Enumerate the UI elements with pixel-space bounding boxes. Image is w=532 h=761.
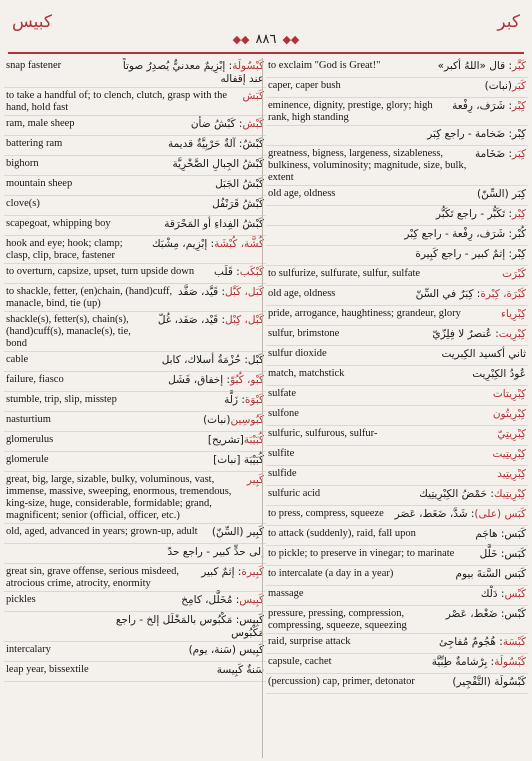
english-definition: (percussion) cap, primer, detonator [268,675,415,687]
dictionary-entry [4,88,266,116]
arabic-term [110,614,264,640]
english-definition: old age, oldness [268,187,336,199]
dictionary-entry [266,186,528,206]
arabic-gloss: : زَلَّة [224,393,245,406]
dictionary-entry [266,78,528,98]
arabic-gloss: سَنةٌ كَبِيسة [216,663,264,676]
dictionary-entry [4,264,266,284]
arabic-gloss: كَبِير (السِّنّ) [211,525,264,538]
dictionary-entry [266,674,528,694]
arabic-headword: كَبَس (على) [474,507,526,520]
dictionary-entry [266,206,528,226]
english-definition: to overturn, capsize, upset, turn upside down [6,265,195,277]
arabic-gloss: ثاني أكسيد الكِبريت [441,347,526,360]
arabic-term [400,228,526,241]
arabic-gloss: عُودُ الكِبْرِيت [472,367,526,380]
arabic-gloss: : إبْزِيم، مِشْبَك [151,237,215,250]
arabic-gloss: : كَبْشُ ضأن [190,117,243,130]
english-definition: sulfone [268,407,299,419]
arabic-gloss: (نبات) [203,413,231,426]
dictionary-entry [4,392,266,412]
english-definition: pride, arrogance, haughtiness; grandeur, glory [268,307,461,319]
arabic-term [169,158,264,171]
arabic-term [185,644,264,657]
english-definition: old, aged, advanced in years; grown-up, adult [6,525,198,537]
arabic-term [489,388,526,401]
english-definition: old age, oldness [268,287,336,299]
arabic-term [434,60,526,73]
english-definition: to take a handful of; to clench, clutch, grasp with the hand, hold fast [6,89,228,113]
dictionary-entry [266,346,528,366]
arabic-gloss: : إخفاق، فَشَل [168,373,231,386]
arabic-gloss: : بِرْشامةٌ طِبِّيَّة [431,655,495,668]
arabic-term [158,354,264,367]
left-running-headword: كبيس [12,12,53,32]
dictionary-entry [4,312,266,352]
arabic-term [493,468,526,481]
english-definition: great, big, large, sizable, bulky, voluminous, vast, immense, massive, sweeping, enormous, tremendous, king-size, huge, considerable, formidable; grand, magnificent; senior (official, officer, etc.) [6,473,232,521]
dictionary-entry [266,246,528,266]
dictionary-entry [266,634,528,654]
arabic-gloss: إلى حدٍّ كبير - راجع حدّ [167,545,264,558]
arabic-gloss: : هُجُومٌ مُفاجِئ [438,635,503,648]
dictionary-entry [266,98,528,126]
arabic-gloss: [تشريح] [207,433,244,446]
english-definition: sulfur dioxide [268,347,327,359]
arabic-headword: كَبِيرة [241,565,264,578]
dictionary-entry [266,386,528,406]
dictionary-entry [266,146,528,186]
ornament-diamond-icon: ◆◆ [232,33,250,46]
arabic-headword: كِبْرِيتِيك [493,487,526,500]
english-definition: eminence, dignity, prestige, glory; high rank, high standing [268,99,433,123]
arabic-term [210,266,264,279]
english-definition: glomerulus [6,433,54,445]
dictionary-entry [266,446,528,466]
arabic-term [481,80,526,93]
english-definition: bighorn [6,157,39,169]
english-definition: stumble, trip, slip, misstep [6,393,117,405]
arabic-term [415,488,526,501]
arabic-term [208,526,264,539]
arabic-headword: كَبَر [512,79,526,92]
dictionary-entry [4,412,266,432]
dictionary-entry [266,506,528,526]
arabic-headword: كِبْرِيتِيت [492,447,526,460]
arabic-gloss: : قَلَب [214,265,240,278]
arabic-term [471,148,526,161]
english-definition: match, matchstick [268,367,345,379]
arabic-term [476,548,526,561]
column-separator [262,58,263,758]
page-number-row [0,32,532,47]
arabic-term [442,608,526,621]
english-definition: pressure, pressing, compression, compressing, squeeze, squeezing [268,607,407,631]
dictionary-entry [266,266,528,286]
left-column [4,58,266,761]
english-definition: massage [268,587,304,599]
arabic-headword: كَبْس [504,587,526,600]
arabic-headword: كَبْكَب [239,265,264,278]
arabic-headword: كَبْسَة [502,635,526,648]
arabic-gloss: : قال «اللهُ أكبر» [437,59,513,72]
arabic-term [163,546,264,559]
arabic-term [411,248,526,261]
dictionary-entry [266,426,528,446]
english-definition: to shackle, fetter, (en)chain, (hand)cuff, manacle, bind, tie (up) [6,285,173,309]
arabic-gloss: : شَدَّ، ضَغَط، عَصَر [394,507,475,520]
arabic-headword: كِبْرِياء [500,307,526,320]
arabic-gloss: كِبْر: ضَخامة - راجع كِبَر [427,127,526,140]
arabic-headword: كَبْوَة [244,393,264,406]
english-definition: nasturtium [6,413,51,425]
english-definition: mountain sheep [6,177,73,189]
dictionary-entry [266,566,528,586]
english-definition: shackle(s), fetter(s), chain(s), (hand)cuff(s), manacle(s), tie, bond [6,313,131,349]
arabic-gloss: كَبْل: حُزْمَةُ أسلاك، كابل [161,353,264,366]
english-definition: sulfuric, sulfurous, sulfur- [268,427,378,439]
arabic-term [213,664,264,677]
arabic-gloss: : تَكَبُّر - راجع تَكَبُّر [435,207,513,220]
dictionary-entry [4,372,266,392]
english-definition: to intercalate (a day in a year) [268,567,394,579]
dictionary-entry [4,564,266,592]
arabic-term [423,128,526,141]
arabic-headword: كَبِيس [239,593,264,606]
english-definition: battering ram [6,137,63,149]
english-definition: leap year, bissextile [6,663,89,675]
arabic-term [489,408,526,421]
dictionary-entry [4,352,266,372]
dictionary-entry [4,432,266,452]
dictionary-entry [4,452,266,472]
arabic-headword: كَبْو، كُبُوّ [230,373,264,386]
arabic-term [488,448,526,461]
dictionary-entry [4,642,266,662]
arabic-headword: كَبَش [242,89,264,102]
arabic-headword: كَبْل، كِبْل [225,313,264,326]
dictionary-entry [4,176,266,196]
arabic-term [477,588,526,601]
dictionary-entry [4,524,266,544]
dictionary-entry [4,472,266,524]
dictionary-entry [4,544,266,564]
arabic-gloss: كَبْشُ الجِبالِ الصَّخْرِيَّة [172,157,264,170]
dictionary-entry [4,156,266,176]
arabic-gloss: كَبْشُ قَرَنْفُل [212,197,264,210]
dictionary-entry [266,526,528,546]
dictionary-entry [4,592,266,612]
dictionary-entry [4,236,266,264]
english-definition: to press, compress, squeeze [268,507,384,519]
arabic-gloss: كَبْسُولَة (التَّفْجِير) [452,675,526,688]
english-definition: sulfur, brimstone [268,327,340,339]
arabic-term [428,328,526,341]
arabic-headword: كَبْش [242,117,264,130]
arabic-gloss: كَبْشُ الجَبَل [215,177,264,190]
dictionary-entry [4,136,266,156]
arabic-term [412,288,526,301]
arabic-term [243,474,264,487]
arabic-term [451,568,526,581]
dictionary-entry [4,612,266,642]
arabic-gloss: : إبْزِيمٌ معدنيٌّ يُصدِرُ صوتاً عند إقفاله [122,59,264,85]
arabic-headword: كِبْرِيتات [492,387,526,400]
arabic-gloss: كُبَيْبَة [نبات] [213,453,264,466]
dictionary-entry [266,606,528,634]
english-definition: hook and eye; hook; clamp; clasp, clip, brace, fastener [6,237,123,261]
english-definition: sulfide [268,467,297,479]
arabic-gloss: : قَيَّد، صَفَّد [177,285,226,298]
arabic-term [208,198,264,211]
english-definition: sulfuric acid [268,487,321,499]
english-definition: raid, surprise attack [268,635,351,647]
arabic-headword: كِبْرِيتِيد [497,467,526,480]
dictionary-entry [266,286,528,306]
arabic-term [148,238,264,251]
arabic-headword: كَبْسُولَة [494,655,526,668]
arabic-headword: كَبُوسِين [230,413,264,426]
arabic-term [498,268,526,281]
english-definition: great sin, grave offense, serious misdeed, atrocious crime, atrocity, enormity [6,565,180,589]
arabic-term [177,594,264,607]
dictionary-entry [266,406,528,426]
arabic-term [164,374,264,387]
right-running-headword: كبر [497,12,520,32]
english-definition: pickles [6,593,36,605]
arabic-gloss: كَبَس: خَلَّل [479,547,526,560]
arabic-gloss: (نبات) [484,79,513,92]
arabic-gloss: كَبَس السَّنةَ بيوم [455,567,526,580]
arabic-term [154,314,264,327]
dictionary-entry [266,486,528,506]
arabic-term [209,454,264,467]
arabic-term [471,528,526,541]
arabic-headword: كِبْرِيتُون [492,407,526,420]
dictionary-entry [4,662,266,682]
arabic-term [428,656,526,669]
arabic-headword: كَبْرَت [502,267,526,280]
arabic-term [197,566,264,579]
arabic-headword: كَبْسُولَة [232,59,264,72]
english-definition: caper, caper bush [268,79,341,91]
arabic-term [493,428,526,441]
arabic-headword: كَبْرَة، كِبْرة [480,287,526,300]
dictionary-entry [266,58,528,78]
arabic-gloss: كِبَر (السِّنّ) [477,187,526,200]
english-definition: ram, male sheep [6,117,75,129]
arabic-gloss: : حَمْضُ الكِبْرِيتِيك [419,487,494,500]
arabic-gloss: كِبْر: إثمٌ كبير - راجع كَبِيرة [415,247,526,260]
right-column [266,58,528,761]
arabic-gloss: : قَيْد، صَفَد، غُلّ [157,313,226,326]
arabic-gloss: كَبَس: هاجَم [475,527,526,540]
arabic-term [432,208,526,221]
english-definition: failure, fiasco [6,373,64,385]
arabic-headword: كُبَيْبَة [243,433,264,446]
arabic-headword: كِبْرِيتِيّ [497,427,526,440]
dictionary-entry [266,654,528,674]
arabic-term [110,60,264,86]
arabic-term [164,138,264,151]
arabic-gloss: كَبْشٌ: آلةٌ حَرْبِيَّةٌ قديمة [167,137,264,150]
arabic-gloss: : كِبَرٌ في السِّنّ [415,287,481,300]
ornament-diamond-icon: ◆◆ [282,33,300,46]
english-definition: to sulfurize, sulfurate, sulfur, sulfate [268,267,421,279]
arabic-gloss: كَبِيس (سَنة، يوم) [188,643,264,656]
arabic-headword: كَبَّر [512,59,526,72]
arabic-term [473,188,526,201]
arabic-gloss: كُبْر: شَرَف، رِفْعة - راجع كِبْر [404,227,526,240]
english-definition: clove(s) [6,197,40,209]
arabic-gloss: كَبْشُ الفِداءِ أو المَحْرَقة [164,217,264,230]
english-definition: scapegoat, whipping boy [6,217,111,229]
dictionary-entry [266,226,528,246]
arabic-term [435,636,526,649]
arabic-gloss: : عُنصرٌ لا فِلِزّيّ [432,327,499,340]
arabic-headword: كِبْر [512,207,526,220]
english-definition: cable [6,353,29,365]
english-definition: snap fastener [6,59,62,71]
dictionary-entry [266,326,528,346]
arabic-gloss: كَبِيس: مَكْبُوس بالمَخْلَل إلخ - راجع مَكْبُوس [115,613,264,639]
dictionary-entry [266,546,528,566]
dictionary-entry [266,306,528,326]
dictionary-entry [4,58,266,88]
arabic-headword: كَبِير [246,473,264,486]
arabic-gloss: : مُخَلَّل، كامِخ [181,593,240,606]
english-definition: to attack (suddenly), raid, fall upon [268,527,416,539]
arabic-term [497,308,526,321]
dictionary-entry [4,284,266,312]
arabic-term [468,368,526,381]
arabic-gloss: : ضَخَامة [475,147,513,160]
english-definition: to exclaim "God is Great!" [268,59,381,71]
arabic-headword: كِبْر [512,99,526,112]
dictionary-entry [266,366,528,386]
arabic-gloss: : شَرَف، رِفْعة [452,99,513,112]
english-definition: greatness, bigness, largeness, sizableness, bulkiness, voluminosity; magnitude, size, bulk, extent [268,147,467,183]
arabic-headword: كِبَر [512,147,526,160]
dictionary-entry [4,216,266,236]
arabic-gloss: كَبْس: ضَغْط، عَصْر [445,607,526,620]
header-rule [8,52,524,54]
arabic-term [448,100,526,113]
dictionary-entry [4,116,266,136]
arabic-term [187,118,264,131]
arabic-headword: كِبْرِيت [498,327,526,340]
arabic-term [199,414,264,427]
english-definition: intercalary [6,643,51,655]
arabic-term [238,90,264,103]
arabic-term [211,178,264,191]
dictionary-entry [266,126,528,146]
english-definition: sulfate [268,387,296,399]
page-number: ٨٨٦ [255,32,277,47]
arabic-headword: كَبَل، كَبَّل [225,285,264,298]
arabic-gloss: : إثمٌ كبير [201,565,242,578]
english-definition: to pickle; to preserve in vinegar; to marinate [268,547,455,559]
english-definition: glomerule [6,453,49,465]
dictionary-entry [4,196,266,216]
dictionary-entry [266,586,528,606]
arabic-term [174,286,264,299]
arabic-term [391,508,526,521]
arabic-headword: كُشَّة، كُبْشَة [214,237,264,250]
english-definition: capsule, cachet [268,655,332,667]
arabic-term [220,394,264,407]
arabic-term [204,434,264,447]
arabic-term [448,676,526,689]
page-header [0,0,532,60]
english-definition: sulfite [268,447,295,459]
arabic-term [437,348,526,361]
arabic-term [160,218,264,231]
dictionary-entry [266,466,528,486]
arabic-gloss: : دَلْك [480,587,505,600]
